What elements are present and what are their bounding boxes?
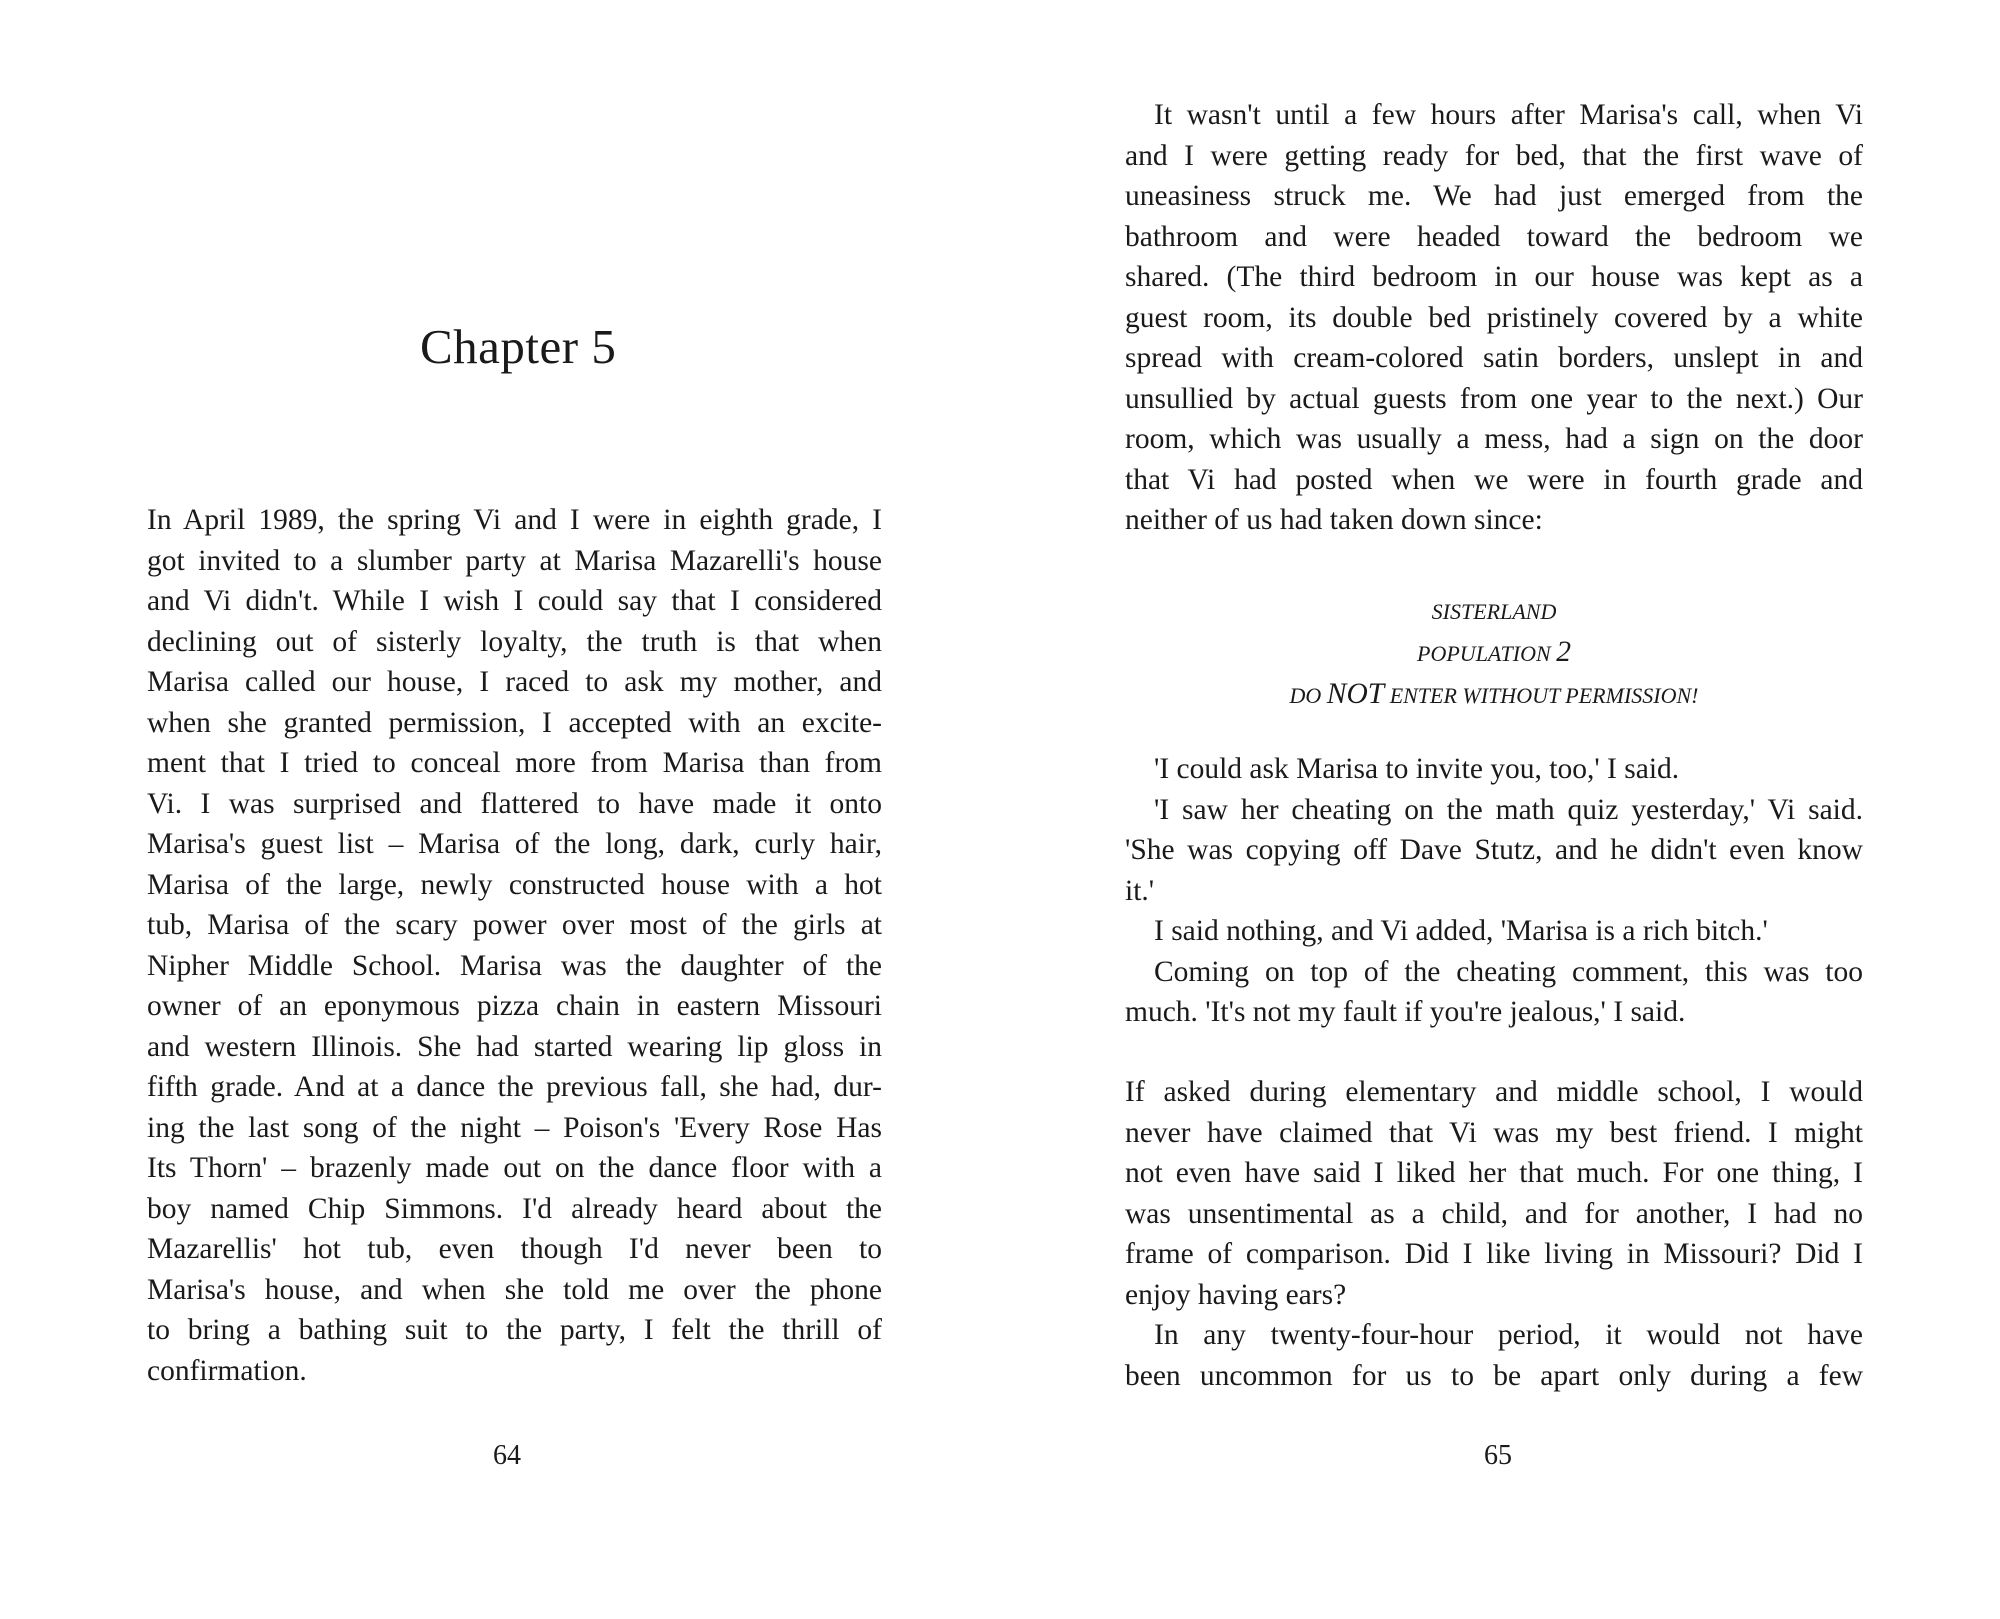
sign-population-label: POPULATION <box>1417 641 1551 666</box>
text-line: Marisa of the large, newly constructed house with a hot <box>147 868 882 901</box>
text-line: ment that I tried to conceal more from Marisa than from <box>147 747 882 779</box>
door-sign <box>1125 592 1863 716</box>
right-page <box>1000 0 2000 1619</box>
text-line: it.' <box>1125 874 1155 907</box>
chapter-title: Chapter 5 <box>420 319 617 374</box>
text-line: and Vi didn't. While I wish I could say that I considered <box>147 585 882 617</box>
text-line: confirmation. <box>147 1354 307 1387</box>
text-line: bathroom and were headed toward the bedroom we <box>1125 220 1863 253</box>
text-line: It wasn't until a few hours after Marisa's call, when Vi <box>1154 99 1863 131</box>
text-line: Marisa called our house, I raced to ask my mother, and <box>147 666 882 698</box>
text-line: 'I saw her cheating on the math quiz yesterday,' Vi said. <box>1154 793 1863 826</box>
text-line: In April 1989, the spring Vi and I were in eighth grade, I <box>147 504 882 536</box>
right-page-dialog <box>1125 749 1863 1033</box>
text-line: that Vi had posted when we were in fourth grade and <box>1125 463 1863 496</box>
sign-line-2 <box>1125 632 1863 674</box>
text-line: tub, Marisa of the scary power over most of the girls at <box>147 909 882 941</box>
page-number: 65 <box>1484 1440 1512 1471</box>
text-line: room, which was usually a mess, had a sign on the door <box>1125 423 1863 455</box>
right-page-paragraph-2 <box>1125 1072 1863 1396</box>
text-line: boy named Chip Simmons. I'd already heard about the <box>147 1192 882 1225</box>
text-line: frame of comparison. Did I like living in Missouri? Did I <box>1125 1238 1863 1270</box>
text-line: fifth grade. And at a dance the previous fall, she had, dur- <box>147 1071 882 1103</box>
text-line: when she granted permission, I accepted with an excite- <box>147 706 882 739</box>
text-line: Marisa's house, and when she told me over the phone <box>147 1273 882 1306</box>
sign-not-text: NOT <box>1326 678 1385 710</box>
text-line: 'She was copying off Dave Stutz, and he didn't even know <box>1125 834 1863 866</box>
text-line: declining out of sisterly loyalty, the truth is that when <box>147 625 882 658</box>
text-line: unsullied by actual guests from one year to the next.) Our <box>1125 382 1863 415</box>
text-line: In any twenty-four-hour period, it would not have <box>1154 1319 1863 1351</box>
text-line: uneasiness struck me. We had just emerged from the <box>1125 180 1863 212</box>
text-line: spread with cream-colored satin borders, unslept in and <box>1125 342 1863 374</box>
text-line: got invited to a slumber party at Marisa Mazarelli's house <box>147 544 882 577</box>
sign-population-value: 2 <box>1556 636 1571 668</box>
text-line: Its Thorn' – brazenly made out on the dance floor with a <box>147 1152 882 1184</box>
text-line: Marisa's guest list – Marisa of the long, dark, curly hair, <box>147 828 882 860</box>
text-line: Coming on top of the cheating comment, this was too <box>1154 955 1863 988</box>
text-line: much. 'It's not my fault if you're jealous,' I said. <box>1125 996 1686 1028</box>
right-page-paragraph-1 <box>1125 95 1863 541</box>
text-line: to bring a bathing suit to the party, I felt the thrill of <box>147 1314 882 1346</box>
text-line: shared. (The third bedroom in our house was kept as a <box>1125 261 1863 293</box>
text-line: Nipher Middle School. Marisa was the daughter of the <box>147 949 882 982</box>
text-line: Mazarellis' hot tub, even though I'd never been to <box>147 1233 882 1265</box>
text-line: was unsentimental as a child, and for another, I had no <box>1125 1197 1863 1230</box>
text-line: If asked during elementary and middle school, I would <box>1125 1076 1863 1108</box>
page-number: 64 <box>493 1440 521 1471</box>
text-line: and I were getting ready for bed, that the first wave of <box>1125 139 1863 172</box>
text-line: enjoy having ears? <box>1125 1278 1347 1311</box>
sign-do-text: DO <box>1289 683 1322 708</box>
sign-line-3 <box>1125 674 1863 716</box>
text-line: ing the last song of the night – Poison's 'Every Rose Has <box>147 1111 882 1144</box>
text-line: neither of us had taken down since: <box>1125 504 1543 536</box>
text-line: and western Illinois. She had started wearing lip gloss in <box>147 1030 882 1063</box>
text-line: guest room, its double bed pristinely covered by a white <box>1125 301 1863 334</box>
text-line: been uncommon for us to be apart only during a few <box>1125 1359 1863 1392</box>
text-line: never have claimed that Vi was my best friend. I might <box>1125 1116 1863 1149</box>
text-line: owner of an eponymous pizza chain in eastern Missouri <box>147 990 882 1022</box>
text-line: I said nothing, and Vi added, 'Marisa is a rich bitch.' <box>1154 915 1768 947</box>
sign-enter-text: ENTER WITHOUT PERMISSION! <box>1389 683 1699 708</box>
sign-line-1: SISTERLAND <box>1431 599 1557 624</box>
text-line: 'I could ask Marisa to invite you, too,' I said. <box>1154 753 1680 785</box>
text-line: not even have said I liked her that much. For one thing, I <box>1125 1157 1863 1189</box>
text-line: Vi. I was surprised and flattered to have made it onto <box>147 787 882 820</box>
left-page-body <box>147 500 882 1391</box>
